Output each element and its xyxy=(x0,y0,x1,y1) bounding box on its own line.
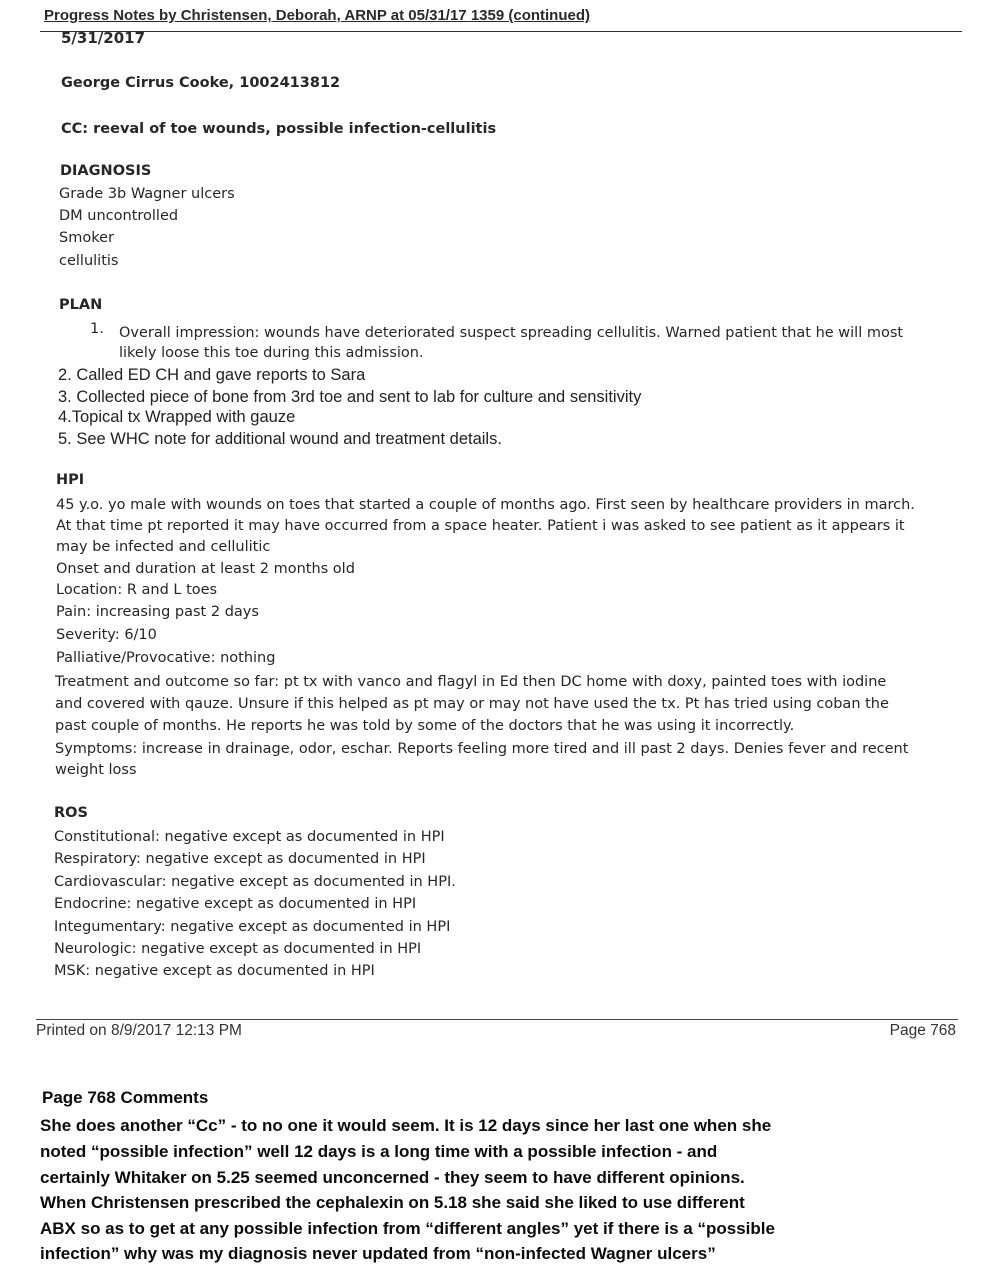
hpi-line: Treatment and outcome so far: pt tx with vanco and flagyl in Ed then DC home with doxy, painted toes with iodine xyxy=(55,674,887,690)
hpi-line: past couple of months. He reports he was told by some of the doctors that he was using it incorrectly. xyxy=(55,718,795,734)
comment-line: certainly Whitaker on 5.25 seemed unconcerned - they seem to have different opinions. xyxy=(40,1168,745,1187)
ros-line: MSK: negative except as documented in HPI xyxy=(54,963,375,979)
ros-line: Neurologic: negative except as documented in HPI xyxy=(54,941,422,957)
hpi-line: At that time pt reported it may have occurred from a space heater. Patient i was asked to see patient as it appears it xyxy=(56,518,905,534)
chief-complaint: CC: reeval of toe wounds, possible infection-cellulitis xyxy=(61,121,497,137)
plan-item: 4.Topical tx Wrapped with gauze xyxy=(58,408,296,426)
hpi-line: weight loss xyxy=(55,762,137,778)
comment-line: noted “possible infection” well 12 days is a long time with a possible infection - and xyxy=(40,1142,718,1161)
plan-item: 2. Called ED CH and gave reports to Sara xyxy=(58,366,366,384)
plan-item-text: Overall impression: wounds have deteriorated suspect spreading cellulitis. Warned patient that he will most xyxy=(119,325,904,341)
comment-line: She does another “Cc” - to no one it would seem. It is 12 days since her last one when she xyxy=(40,1116,772,1135)
comment-line: When Christensen prescribed the cephalexin on 5.18 she said she liked to use different xyxy=(40,1193,745,1212)
hpi-line: Symptoms: increase in drainage, odor, eschar. Reports feeling more tired and ill past 2 days. Denies fever and recent xyxy=(55,741,909,757)
hpi-line: 45 y.o. yo male with wounds on toes that started a couple of months ago. First seen by healthcare providers in march. xyxy=(56,497,915,513)
plan-item: 5. See WHC note for additional wound and treatment details. xyxy=(58,430,502,448)
ros-line: Respiratory: negative except as documented in HPI xyxy=(54,851,426,867)
plan-item-text: likely loose this toe during this admission. xyxy=(119,345,424,361)
comments-title: Page 768 Comments xyxy=(42,1088,209,1107)
plan-item-number: 1. xyxy=(90,321,104,337)
ros-line: Integumentary: negative except as documented in HPI xyxy=(54,919,451,935)
hpi-line: Pain: increasing past 2 days xyxy=(56,604,259,620)
header-divider xyxy=(40,31,962,32)
diagnosis-item: cellulitis xyxy=(59,253,119,269)
hpi-line: Palliative/Provocative: nothing xyxy=(56,650,276,666)
diagnosis-item: Grade 3b Wagner ulcers xyxy=(59,186,235,202)
hpi-line: may be infected and cellulitic xyxy=(56,539,271,555)
plan-item: 3. Collected piece of bone from 3rd toe and sent to lab for culture and sensitivity xyxy=(58,388,642,406)
note-header-title: Progress Notes by Christensen, Deborah, ARNP at 05/31/17 1359 (continued) xyxy=(44,7,591,24)
diagnosis-heading: DIAGNOSIS xyxy=(60,163,152,179)
hpi-line: and covered with qauze. Unsure if this helped as pt may or may not have used the tx. Pt has tried using coban the xyxy=(55,696,889,712)
ros-heading: ROS xyxy=(54,805,88,821)
ros-line: Endocrine: negative except as documented in HPI xyxy=(54,896,417,912)
ros-line: Cardiovascular: negative except as documented in HPI. xyxy=(54,874,456,890)
hpi-line: Severity: 6/10 xyxy=(56,627,157,643)
hpi-line: Location: R and L toes xyxy=(56,582,218,598)
hpi-line: Onset and duration at least 2 months old xyxy=(56,561,355,577)
note-date: 5/31/2017 xyxy=(61,29,146,47)
diagnosis-item: DM uncontrolled xyxy=(59,208,179,224)
comment-line: infection” why was my diagnosis never updated from “non-infected Wagner ulcers” xyxy=(40,1244,716,1263)
ros-line: Constitutional: negative except as documented in HPI xyxy=(54,829,445,845)
patient-name: George Cirrus Cooke, 1002413812 xyxy=(61,75,341,91)
footer-divider xyxy=(36,1019,958,1020)
hpi-heading: HPI xyxy=(56,472,85,488)
comment-line: ABX so as to get at any possible infection from “different angles” yet if there is a “possible xyxy=(40,1219,775,1238)
plan-heading: PLAN xyxy=(59,297,103,313)
page-number: Page 768 xyxy=(889,1022,956,1039)
diagnosis-item: Smoker xyxy=(59,230,114,246)
printed-timestamp: Printed on 8/9/2017 12:13 PM xyxy=(36,1022,242,1039)
